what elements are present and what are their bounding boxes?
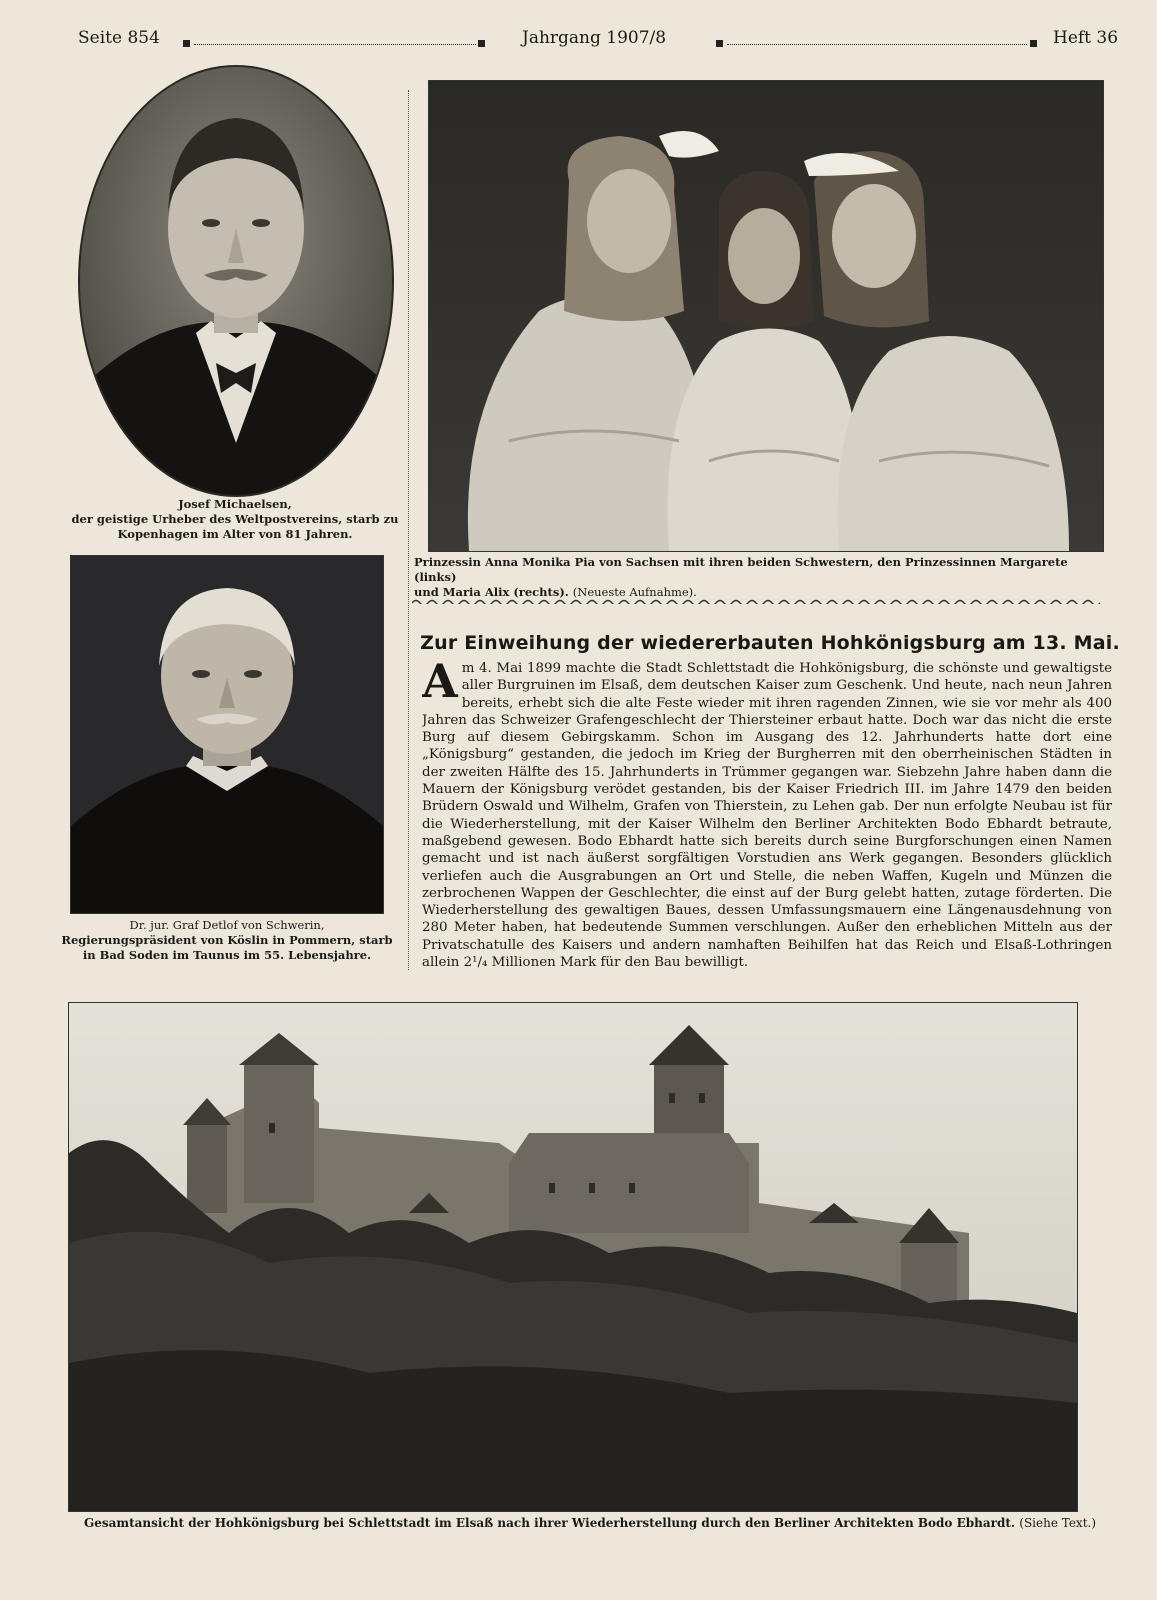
header-rule-right [727,44,1027,45]
issue-number: Heft 36 [1053,28,1119,48]
caption-line: Regierungspräsident von Köslin in Pommern, starb [61,933,393,947]
caption-name: Dr. jur. Graf Detlof von Schwerin, [129,918,325,932]
castle-caption-note: (Siehe Text.) [1019,1516,1097,1530]
article-dropcap: A [422,660,458,708]
portrait-michaelsen [76,63,396,500]
princesses-photo [428,80,1104,552]
castle-photo [68,1002,1078,1512]
portrait-schwerin-caption [52,918,402,963]
volume-label: Jahrgang 1907/8 [522,28,667,48]
castle-caption-text: Gesamtansicht der Hohkönigsburg bei Schlettstadt im Elsaß nach ihrer Wiederherstellung durch den Berliner Architekten Bodo Ebhardt. [83,1516,1016,1530]
caption-name: Josef Michaelsen, [178,497,292,511]
header-ornament [183,40,190,47]
header-ornament [478,40,485,47]
caption-line: Kopenhagen im Alter von 81 Jahren. [117,527,353,541]
caption-line: der geistige Urheber des Weltpostvereins, starb zu [71,512,399,526]
caption-note: (Neueste Aufnahme). [572,585,697,599]
castle-caption [70,1516,1110,1530]
column-divider [408,90,409,970]
header-rule-left [194,44,476,45]
princesses-caption [414,555,1114,600]
page-number: Seite 854 [78,28,160,48]
article-text: m 4. Mai 1899 machte die Stadt Schlettstadt die Hohkönigsburg, die schönste und gewaltigste aller Burgruinen im Elsaß, dem deutschen Kaiser zum Geschenk. Und heute, nach neun Jahren bereits, erhebt sich die alte Feste wieder mit ihren ragenden Zinnen, wie sie vor mehr als 400 Jahren das Schweizer Grafengeschlecht der Thiersteiner erbaut hatte. Doch war das nicht die erste Burg auf diesem Gebirgskamm. Schon im Ausgang des 12. Jahrhunderts hatte dort eine „Königsburg“ gestanden, die jedoch im Krieg der Burgherren mit den oberrheinischen Städten in der zweiten Hälfte des 15. Jahrhunderts in Trümmer gegangen war. Siebzehn Jahre haben dann die Mauern der Königsburg verödet gestanden, bis der Kaiser Friedrich III. im Jahre 1479 den beiden Brüdern Oswald und Wilhelm, Grafen von Thierstein, zu Lehen gab. Der nun erfolgte Neubau ist für die Wiederherstellung, mit der Kaiser Wilhelm den Berliner Architekten Bodo Ebhardt betraute, maßgebend gewesen. Bodo Ebhardt hatte sich bereits durch seine Burgforschungen einen Namen gemacht und ist nach äußerst sorgfältigen Vorstudien ans Werk gegangen. Besonders glücklich verliefen auch die Ausgrabungen an Ort und Stelle, die neben Waffen, Kugeln und Münzen die zerbrochenen Wappen der Geschlechter, die einst auf der Burg gelebt hatten, zutage förderten. Die Wiederherstellung des gewaltigen Baues, dessen Umfassungsmauern eine Längenausdehnung von 280 Meter haben, hat bedeutende Summen verschlungen. Außer den erheblichen Mitteln aus der Privatschatulle des Kaisers und andern namhaften Beihilfen hat das Reich und Elsaß-Lothringen allein 2¹/₄ Millionen Mark für den Bau bewilligt. [422,661,1112,971]
section-separator [412,598,1102,604]
portrait-michaelsen-caption [60,497,410,542]
caption-line: und Maria Alix (rechts). [414,585,569,599]
caption-line: Prinzessin Anna Monika Pia von Sachsen mit ihren beiden Schwestern, den Prinzessinnen Margarete (links) [414,555,1068,584]
header-ornament [716,40,723,47]
portrait-schwerin [70,555,384,914]
header-ornament [1030,40,1037,47]
article-body [422,660,1112,1000]
caption-line: in Bad Soden im Taunus im 55. Lebensjahre. [82,948,372,962]
article-title: Zur Einweihung der wiedererbauten Hohkönigsburg am 13. Mai. [420,632,1120,654]
